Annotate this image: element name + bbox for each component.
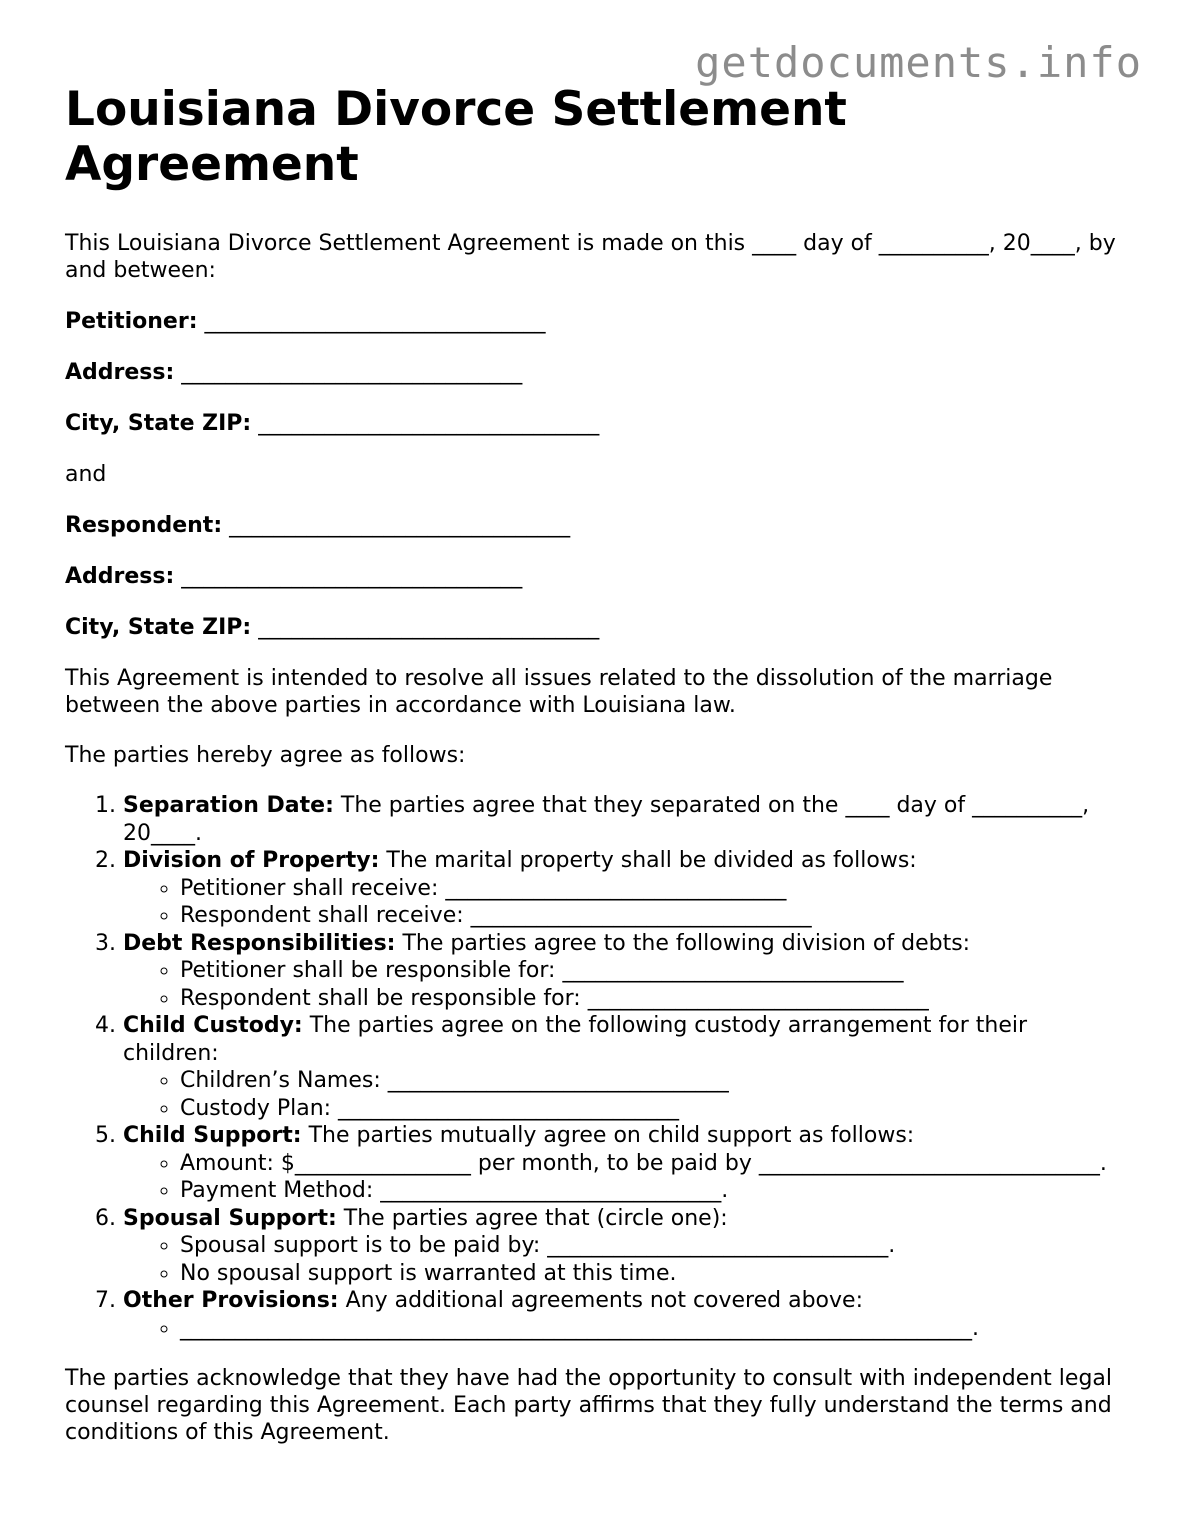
respondent-address-field bbox=[65, 563, 1125, 590]
sub-item: ◦ Respondent shall be responsible for: _______________________________ bbox=[180, 985, 1125, 1013]
field-label: City, State ZIP: bbox=[65, 411, 252, 436]
item-title: Child Support: bbox=[123, 1123, 302, 1148]
item-title: Other Provisions: bbox=[123, 1288, 339, 1313]
sub-list bbox=[123, 1067, 1125, 1122]
sub-list bbox=[123, 1232, 1125, 1287]
item-text: The parties agree on the following custody arrangement for their children: bbox=[123, 1013, 1028, 1066]
respondent-name-field bbox=[65, 512, 1125, 539]
sub-item: ◦ Petitioner shall be responsible for: _______________________________ bbox=[180, 957, 1125, 985]
sub-item: ◦ Amount: $________________ per month, to be paid by _______________________________. bbox=[180, 1150, 1125, 1178]
intro-paragraph: This Louisiana Divorce Settlement Agreement is made on this ____ day of __________, 20____, by and between: bbox=[65, 231, 1116, 283]
purpose-paragraph: This Agreement is intended to resolve all issues related to the dissolution of the marriage between the above parties in accordance with Louisiana law. bbox=[65, 666, 1053, 718]
fill-blank: _______________________________ bbox=[181, 360, 523, 385]
list-item-division-of-property bbox=[123, 847, 1125, 930]
field-label: Petitioner: bbox=[65, 309, 198, 334]
petitioner-name-field bbox=[65, 308, 1125, 335]
fill-blank: _______________________________ bbox=[181, 564, 523, 589]
fill-blank: _______________________________ bbox=[258, 615, 600, 640]
petitioner-address-field bbox=[65, 359, 1125, 386]
petitioner-city-field bbox=[65, 410, 1125, 437]
field-label: Respondent: bbox=[65, 513, 223, 538]
list-item-child-custody bbox=[123, 1012, 1125, 1122]
field-label: Address: bbox=[65, 564, 175, 589]
sub-item: ◦ Spousal support is to be paid by: _______________________________. bbox=[180, 1232, 1125, 1260]
list-item-spousal-support bbox=[123, 1205, 1125, 1288]
item-text: The marital property shall be divided as follows: bbox=[386, 848, 917, 873]
sub-list bbox=[123, 1315, 1125, 1343]
list-item-separation-date bbox=[123, 792, 1125, 847]
item-title: Division of Property: bbox=[123, 848, 380, 873]
terms-list bbox=[65, 792, 1125, 1342]
fill-blank: _______________________________ bbox=[258, 411, 600, 436]
agree-intro: The parties hereby agree as follows: bbox=[65, 743, 466, 768]
fill-blank: _______________________________ bbox=[229, 513, 571, 538]
field-label: Address: bbox=[65, 360, 175, 385]
fill-blank: _______________________________ bbox=[204, 309, 546, 334]
sub-item: ◦ Respondent shall receive: _______________________________ bbox=[180, 902, 1125, 930]
sub-list bbox=[123, 875, 1125, 930]
list-item-other-provisions bbox=[123, 1287, 1125, 1342]
sub-list bbox=[123, 957, 1125, 1012]
sub-item: ◦ Children’s Names: _______________________________ bbox=[180, 1067, 1125, 1095]
item-title: Separation Date: bbox=[123, 793, 334, 818]
document-title: Louisiana Divorce Settlement Agreement bbox=[65, 82, 847, 192]
item-title: Child Custody: bbox=[123, 1013, 303, 1038]
sub-item: ◦ Payment Method: _______________________________. bbox=[180, 1177, 1125, 1205]
and-text: and bbox=[65, 462, 107, 487]
sub-item: ◦ Custody Plan: _______________________________ bbox=[180, 1095, 1125, 1123]
item-text: The parties agree that they separated on the ____ day of __________, 20____. bbox=[123, 793, 1090, 846]
list-item-debt-responsibilities bbox=[123, 930, 1125, 1013]
sub-item: ◦ No spousal support is warranted at this time. bbox=[180, 1260, 1125, 1288]
document-page bbox=[65, 82, 1125, 1446]
watermark: getdocuments.info bbox=[695, 38, 1142, 87]
item-title: Debt Responsibilities: bbox=[123, 930, 396, 956]
field-label: City, State ZIP: bbox=[65, 615, 252, 640]
list-item-child-support bbox=[123, 1122, 1125, 1205]
item-title: Spousal Support: bbox=[123, 1205, 337, 1231]
item-text: The parties agree that (circle one): bbox=[343, 1205, 728, 1231]
sub-item: ◦ Petitioner shall receive: _______________________________ bbox=[180, 875, 1125, 903]
item-text: Any additional agreements not covered above: bbox=[345, 1288, 863, 1313]
sub-list bbox=[123, 1150, 1125, 1205]
item-text: The parties agree to the following division of debts: bbox=[402, 930, 971, 956]
item-text: The parties mutually agree on child support as follows: bbox=[308, 1123, 915, 1148]
closing-paragraph: The parties acknowledge that they have had the opportunity to consult with independent legal counsel regarding this Agreement. Each party affirms that they fully understand the terms and conditions of this Agreement. bbox=[65, 1366, 1112, 1445]
sub-item: ◦ ________________________________________________________________________. bbox=[180, 1315, 1125, 1343]
respondent-city-field bbox=[65, 614, 1125, 641]
